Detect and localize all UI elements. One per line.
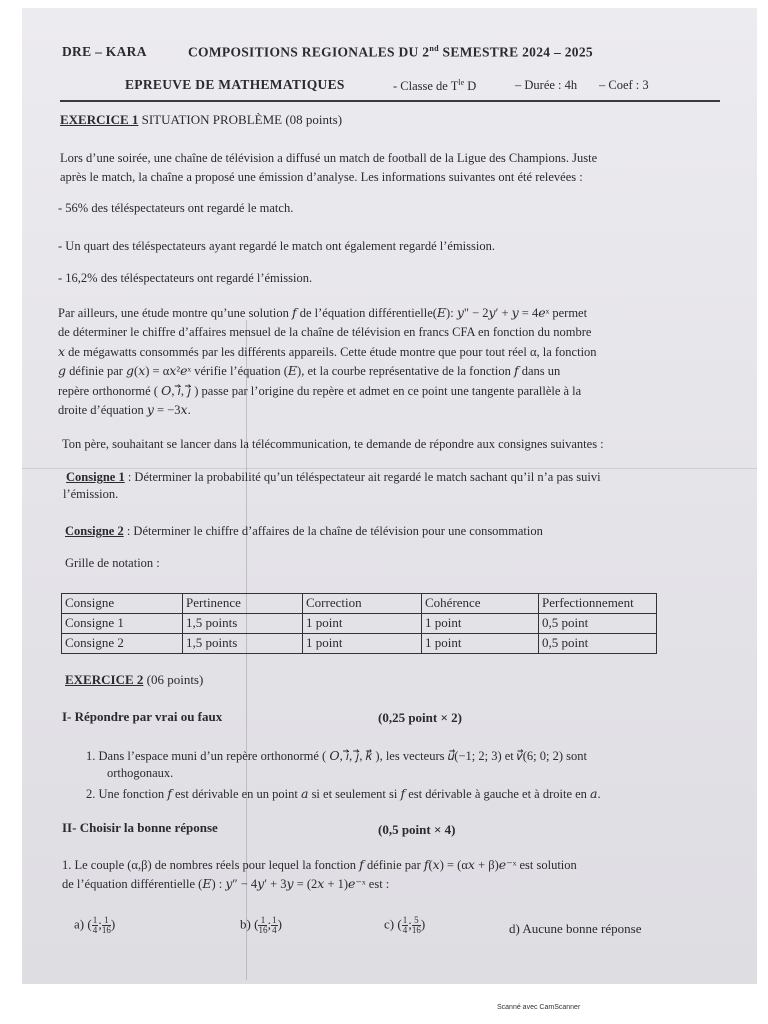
fraction-denominator: 16 — [101, 925, 111, 935]
fraction-denominator: 4 — [272, 925, 277, 935]
ex1-consigne-1 — [66, 470, 601, 485]
grille-title: Grille de notation : — [65, 556, 160, 570]
fraction — [402, 916, 409, 935]
ex2-title: EXERCICE 2 — [65, 672, 144, 687]
fraction-numerator: 1 — [102, 916, 111, 926]
option-label: c) — [384, 916, 395, 932]
ex2-question1-line1: 1. Dans l’espace muni d’un repère orthonormé ( 𝑂, 𝑖⃗, 𝑗⃗, 𝑘⃗ ), les vecteurs 𝑢⃗(−1; 2; 3) et 𝑣⃗(6; 0; 2) sont — [86, 749, 587, 763]
header-semestre: SEMESTRE 2024 – 2025 — [442, 44, 593, 60]
table-header-cell: Correction — [303, 594, 422, 614]
option-label: b) — [240, 916, 251, 932]
table-cell: 0,5 point — [539, 634, 657, 654]
ex2-heading — [65, 672, 203, 688]
ex1-study-line6: droite d’équation 𝑦 = −3𝑥. — [58, 403, 191, 417]
mcq-option-a: a) ( $\frac{1}{4}$ ; $\frac{1}{16}$ ) — [74, 915, 116, 935]
header-duree: – Durée : 4h — [515, 78, 578, 92]
table-header-cell: Consigne — [62, 594, 183, 614]
scanner-watermark: Scanné avec CamScanner — [497, 1004, 581, 1011]
ex2-question1-line2: orthogonaux. — [107, 766, 174, 780]
ex1-bullet-2: - Un quart des téléspectateurs ayant regardé le match ont également regardé l’émission. — [58, 239, 495, 253]
ex2-points: (06 points) — [146, 672, 204, 687]
header-classe-d: D — [467, 79, 477, 94]
ex2-section1-title: I- Répondre par vrai ou faux — [62, 709, 223, 724]
fraction — [102, 916, 111, 935]
fraction-denominator: 16 — [258, 925, 268, 935]
fraction — [92, 916, 99, 935]
fold-crease-horizontal — [22, 468, 757, 469]
mcq-option-c: c) ( $\frac{1}{4}$ ; $\frac{5}{16}$ ) — [384, 915, 426, 935]
header-rule — [60, 100, 720, 102]
table-cell: 1 point — [303, 614, 422, 634]
fraction-numerator: 5 — [412, 916, 421, 926]
table-cell: 1,5 points — [183, 634, 303, 654]
ex1-study-line4: 𝑔 définie par 𝑔(𝑥) = α𝑥²𝑒ˣ vérifie l’équation (𝐸), et la courbe représentative de la fonction 𝑓 dans un — [58, 364, 561, 378]
header-nd: nd — [429, 44, 439, 53]
table-cell: Consigne 1 — [62, 614, 183, 634]
grading-table-row — [62, 614, 657, 634]
consigne-1-text: : Déterminer la probabilité qu’un téléspectateur ait regardé le match sachant qu’il n’a pas suivi — [127, 470, 601, 484]
ex1-bullet-1: - 56% des téléspectateurs ont regardé le match. — [58, 201, 294, 215]
ex1-subtitle: SITUATION PROBLÈME (08 points) — [141, 112, 343, 127]
fraction-denominator: 16 — [411, 925, 421, 935]
fraction-numerator: 1 — [272, 915, 277, 925]
table-cell: 1 point — [422, 634, 539, 654]
ex1-consigne-2 — [65, 524, 543, 539]
ex2-section2-title: II- Choisir la bonne réponse — [62, 820, 218, 835]
header-coef: – Coef : 3 — [599, 78, 649, 92]
ex1-father-request: Ton père, souhaitant se lancer dans la télécommunication, te demande de répondre aux consignes suivantes : — [62, 437, 604, 451]
table-header-cell: Perfectionnement — [539, 594, 657, 614]
header-classe-text: - Classe de T — [393, 79, 459, 94]
fraction-denominator: 4 — [402, 925, 408, 935]
header-epreuve: EPREUVE DE MATHEMATIQUES — [125, 77, 345, 92]
ex1-intro-line1: Lors d’une soirée, une chaîne de télévision a diffusé un match de football de la Ligue des Champions. Juste — [60, 151, 598, 165]
mcq-option-d: d) Aucune bonne réponse — [509, 921, 642, 936]
fraction-numerator: 1 — [402, 915, 408, 925]
table-cell: 0,5 point — [539, 614, 657, 634]
consigne-1-text-line2: l’émission. — [63, 487, 119, 501]
ex1-heading — [60, 112, 342, 128]
consigne-2-label: Consigne 2 — [65, 524, 124, 538]
grading-table — [61, 593, 657, 654]
ex1-intro-line2: après le match, la chaîne a proposé une émission d’analyse. Les informations suivantes ont été relevées : — [60, 170, 583, 184]
grading-table-row — [62, 634, 657, 654]
fraction-numerator: 1 — [92, 915, 98, 925]
option-label: a) — [74, 916, 85, 932]
header-compositions-text: COMPOSITIONS REGIONALES DU 2 — [188, 44, 430, 60]
mcq-option-b: b) ( $\frac{1}{16}$ ; $\frac{1}{4}$ ) — [240, 915, 282, 935]
ex1-bullet-3: - 16,2% des téléspectateurs ont regardé l’émission. — [58, 271, 313, 285]
table-cell: Consigne 2 — [62, 634, 183, 654]
ex1-study-line1: Par ailleurs, une étude montre qu’une solution 𝑓 de l’équation différentielle(𝐸): 𝑦" − 2𝑦′ + 𝑦 = 4𝑒ˣ permet — [58, 306, 588, 320]
fraction-numerator: 1 — [258, 916, 267, 926]
table-header-cell: Cohérence — [422, 594, 539, 614]
header-dre: DRE – KARA — [62, 44, 147, 59]
ex2-section2-points: (0,5 point × 4) — [378, 822, 456, 837]
ex1-study-line3: 𝑥 de mégawatts consommés par les différents appareils. Cette étude montre que pour tout réel α, la fonction — [58, 345, 597, 359]
header-classe — [393, 78, 476, 94]
table-header-cell: Pertinence — [183, 594, 303, 614]
table-cell: 1 point — [303, 634, 422, 654]
fraction — [271, 916, 278, 935]
consigne-2-text: : Déterminer le chiffre d’affaires de la chaîne de télévision pour une consommation — [126, 524, 543, 538]
ex2-mcq-line2: de l’équation différentielle (𝐸) : 𝑦″ − 4𝑦′ + 3𝑦 = (2𝑥 + 1)𝑒⁻ˣ est : — [62, 877, 390, 891]
ex1-title: EXERCICE 1 — [60, 112, 139, 127]
table-cell: 1 point — [422, 614, 539, 634]
grading-table-header-row — [62, 594, 657, 614]
fraction — [412, 916, 421, 935]
table-cell: 1,5 points — [183, 614, 303, 634]
ex2-question2: 2. Une fonction 𝑓 est dérivable en un point 𝑎 si et seulement si 𝑓 est dérivable à gauche et à droite en 𝑎. — [86, 787, 601, 801]
header-classe-le: le — [458, 78, 465, 87]
fraction-denominator: 4 — [92, 925, 98, 935]
consigne-1-label: Consigne 1 — [66, 470, 125, 484]
ex1-study-line5: repère orthonormé ( 𝑂, 𝑖⃗, 𝑗⃗ ) passe par l’origine du repère et admet en ce point une tangente parallèle à la — [58, 384, 582, 398]
header-compositions — [188, 44, 593, 61]
ex2-section1-points: (0,25 point × 2) — [378, 710, 462, 725]
ex2-mcq-line1: 1. Le couple (α,β) de nombres réels pour lequel la fonction 𝑓 définie par 𝑓(𝑥) = (α𝑥 + β)𝑒⁻ˣ est solution — [62, 858, 577, 872]
ex1-study-line2: de déterminer le chiffre d’affaires mensuel de la chaîne de télévision en francs CFA en fonction du nombre — [58, 325, 592, 339]
fraction — [258, 916, 267, 935]
